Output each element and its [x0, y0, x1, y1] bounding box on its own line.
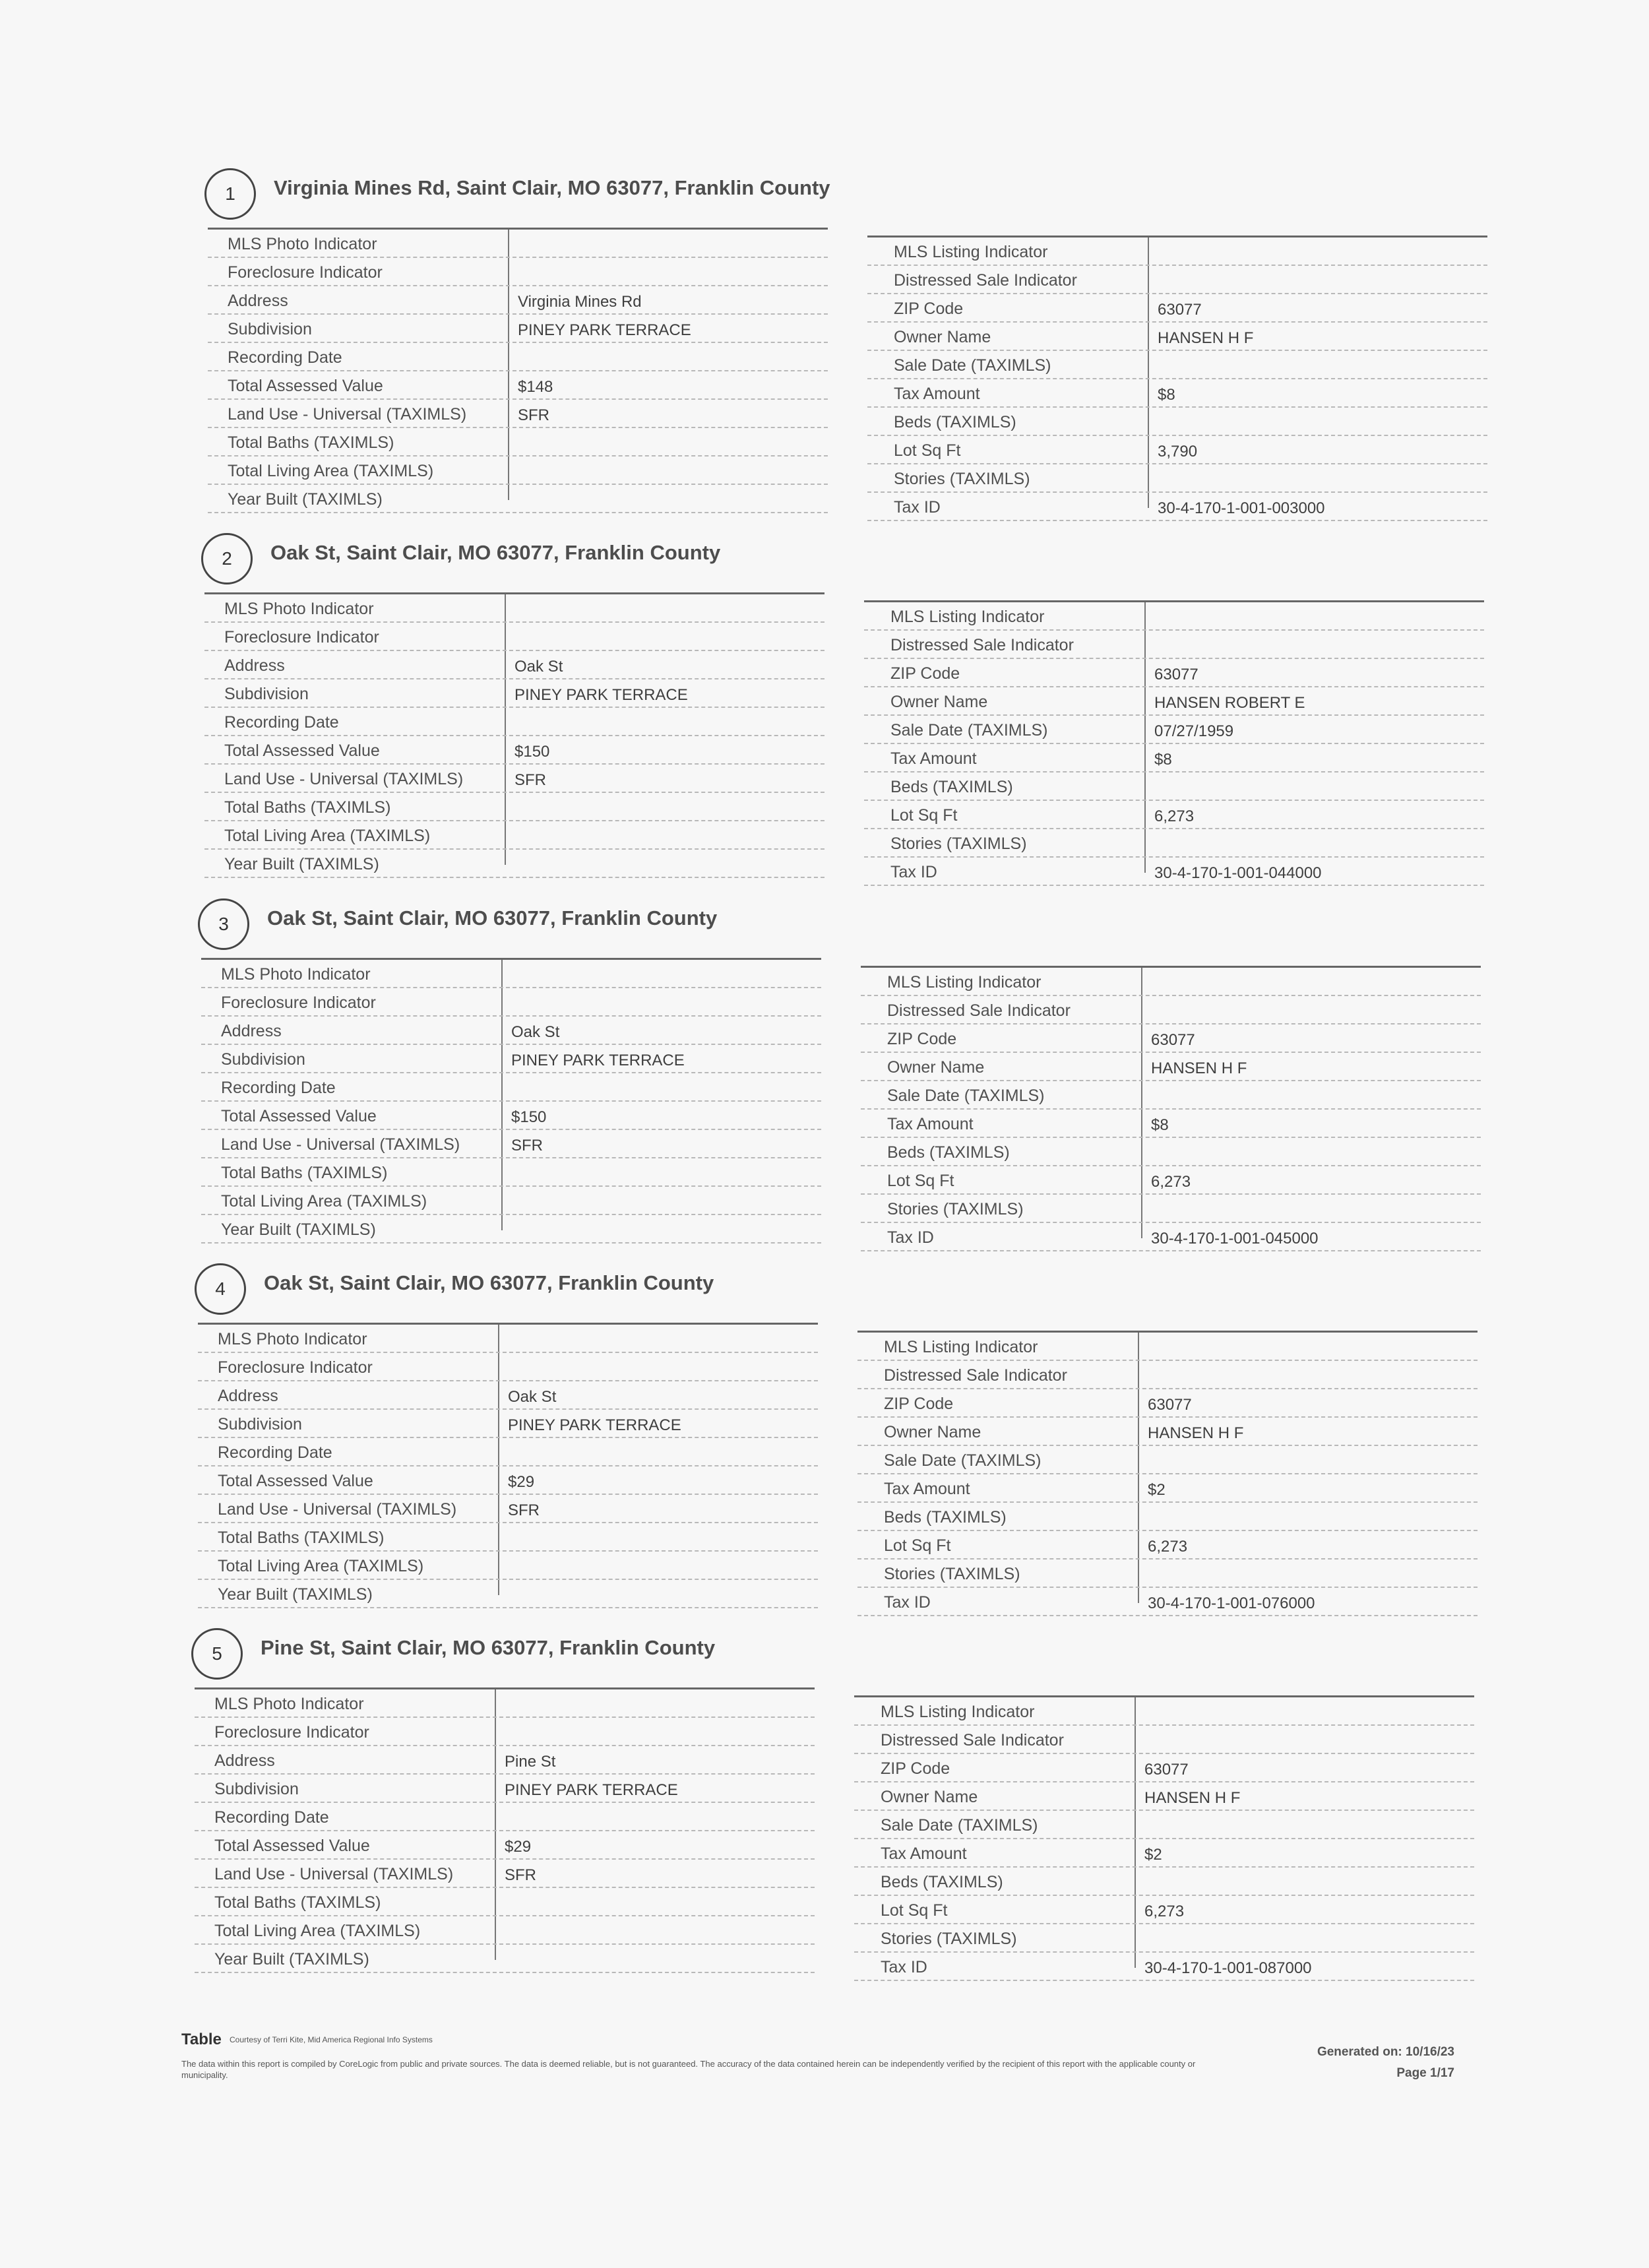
property-table-left: [198, 1323, 818, 1608]
table-row: [867, 464, 1487, 493]
field-value: 3,790: [1158, 443, 1198, 460]
table-row: [208, 230, 828, 258]
table-row: [198, 1438, 818, 1466]
table-row: [864, 801, 1484, 829]
field-value: $2: [1144, 1846, 1162, 1864]
table-row: [195, 1916, 815, 1945]
field-value: HANSEN H F: [1144, 1789, 1241, 1807]
table-row: [854, 1953, 1474, 1981]
field-label: MLS Listing Indicator: [881, 1703, 1035, 1721]
field-label: Recording Date: [228, 348, 342, 367]
field-value: PINEY PARK TERRACE: [518, 321, 691, 339]
field-label: Recording Date: [218, 1443, 332, 1462]
field-label: Subdivision: [221, 1050, 305, 1069]
property-table-right: [867, 236, 1487, 521]
field-label: Foreclosure Indicator: [224, 628, 379, 646]
table-row: [854, 1811, 1474, 1839]
table-row: [208, 371, 828, 400]
table-row: [861, 1024, 1481, 1053]
field-label: Stories (TAXIMLS): [881, 1930, 1017, 1948]
field-label: Beds (TAXIMLS): [887, 1143, 1010, 1162]
field-label: Address: [218, 1387, 278, 1405]
field-value: SFR: [514, 771, 546, 789]
record-header: [185, 898, 1464, 950]
field-label: Land Use - Universal (TAXIMLS): [218, 1500, 457, 1519]
field-label: Address: [224, 656, 285, 675]
field-label: Total Assessed Value: [218, 1472, 373, 1490]
field-label: Distressed Sale Indicator: [887, 1001, 1071, 1020]
field-label: Year Built (TAXIMLS): [221, 1220, 376, 1239]
field-label: Subdivision: [228, 320, 312, 338]
property-table-left: [195, 1687, 815, 1973]
table-row: [208, 286, 828, 315]
table-row: [861, 1081, 1481, 1110]
field-label: MLS Listing Indicator: [894, 243, 1048, 261]
field-label: Sale Date (TAXIMLS): [890, 721, 1048, 740]
field-label: Recording Date: [221, 1079, 336, 1097]
table-row: [861, 1110, 1481, 1138]
record-title: Oak St, Saint Clair, MO 63077, Franklin County: [264, 1271, 714, 1294]
field-label: Total Living Area (TAXIMLS): [218, 1557, 424, 1575]
table-row: [201, 1187, 821, 1215]
field-value: PINEY PARK TERRACE: [505, 1781, 678, 1799]
table-row: [208, 485, 828, 513]
field-value: HANSEN H F: [1148, 1424, 1244, 1442]
field-value: 30-4-170-1-001-076000: [1148, 1594, 1315, 1612]
table-row: [208, 400, 828, 428]
field-label: Tax ID: [887, 1228, 934, 1247]
field-label: Tax Amount: [890, 749, 977, 768]
field-label: Recording Date: [224, 713, 339, 732]
table-row: [195, 1888, 815, 1916]
field-label: Land Use - Universal (TAXIMLS): [228, 405, 467, 424]
field-label: Tax Amount: [881, 1844, 967, 1863]
field-value: $150: [514, 743, 550, 761]
table-row: [861, 996, 1481, 1024]
table-row: [854, 1868, 1474, 1896]
table-row: [864, 602, 1484, 631]
table-row: [857, 1503, 1478, 1531]
field-label: Recording Date: [214, 1808, 329, 1827]
field-value: PINEY PARK TERRACE: [508, 1416, 681, 1434]
table-row: [204, 594, 824, 623]
field-label: Subdivision: [214, 1780, 299, 1798]
field-label: Foreclosure Indicator: [214, 1723, 369, 1742]
field-label: Total Living Area (TAXIMLS): [221, 1192, 427, 1211]
field-value: 63077: [1151, 1031, 1195, 1049]
table-row: [857, 1389, 1478, 1418]
field-label: Stories (TAXIMLS): [890, 835, 1027, 853]
record-number-badge: 2: [201, 533, 253, 584]
field-label: MLS Photo Indicator: [224, 600, 374, 618]
field-value: 30-4-170-1-001-003000: [1158, 499, 1325, 517]
field-label: ZIP Code: [890, 664, 960, 683]
table-row: [195, 1945, 815, 1973]
field-value: 63077: [1144, 1761, 1189, 1779]
table-row: [208, 315, 828, 343]
field-value: 30-4-170-1-001-044000: [1154, 864, 1322, 882]
property-table-right: [864, 600, 1484, 886]
record-header: [181, 1263, 1461, 1315]
table-row: [867, 323, 1487, 351]
record-title: Oak St, Saint Clair, MO 63077, Franklin County: [267, 906, 718, 929]
field-label: Total Living Area (TAXIMLS): [228, 462, 434, 480]
field-label: Owner Name: [890, 693, 988, 711]
property-table-left: [204, 592, 824, 878]
field-label: Owner Name: [884, 1423, 981, 1441]
table-row: [864, 631, 1484, 659]
table-row: [201, 1215, 821, 1244]
field-label: MLS Photo Indicator: [221, 965, 371, 984]
table-row: [201, 1158, 821, 1187]
table-row: [201, 1045, 821, 1073]
field-label: ZIP Code: [894, 299, 964, 318]
table-row: [864, 659, 1484, 687]
record-header: [188, 533, 1468, 584]
table-row: [861, 968, 1481, 996]
field-label: ZIP Code: [884, 1395, 954, 1413]
field-label: Tax Amount: [887, 1115, 974, 1133]
field-value: PINEY PARK TERRACE: [514, 686, 688, 704]
field-value: HANSEN H F: [1158, 329, 1254, 347]
field-label: Total Assessed Value: [228, 377, 383, 395]
field-label: Land Use - Universal (TAXIMLS): [221, 1135, 460, 1154]
field-label: Tax ID: [884, 1593, 931, 1612]
field-label: Lot Sq Ft: [887, 1172, 954, 1190]
field-label: Foreclosure Indicator: [218, 1358, 373, 1377]
table-row: [867, 379, 1487, 408]
table-row: [204, 736, 824, 765]
table-row: [204, 623, 824, 651]
field-label: Total Baths (TAXIMLS): [228, 433, 394, 452]
record-title: Pine St, Saint Clair, MO 63077, Franklin County: [261, 1636, 716, 1659]
table-row: [208, 343, 828, 371]
record-header: [191, 168, 1471, 220]
field-value: HANSEN ROBERT E: [1154, 694, 1305, 712]
field-value: $29: [508, 1473, 535, 1491]
field-value: $150: [511, 1108, 547, 1126]
record-number-badge: 3: [198, 898, 249, 950]
field-label: Year Built (TAXIMLS): [228, 490, 383, 509]
field-label: Owner Name: [894, 328, 991, 346]
field-label: Lot Sq Ft: [884, 1536, 951, 1555]
field-value: 30-4-170-1-001-045000: [1151, 1230, 1319, 1247]
table-row: [861, 1223, 1481, 1251]
table-row: [204, 765, 824, 793]
table-row: [857, 1418, 1478, 1446]
table-row: [198, 1353, 818, 1381]
field-value: Oak St: [514, 658, 563, 676]
property-record: [181, 1263, 1461, 1612]
table-row: [208, 457, 828, 485]
property-table-right: [857, 1331, 1478, 1616]
table-row: [857, 1361, 1478, 1389]
field-value: Pine St: [505, 1753, 556, 1771]
field-label: Subdivision: [224, 685, 309, 703]
field-label: Address: [228, 292, 288, 310]
field-label: Stories (TAXIMLS): [884, 1565, 1020, 1583]
field-label: Total Assessed Value: [224, 741, 380, 760]
field-label: Total Baths (TAXIMLS): [221, 1164, 388, 1182]
field-label: MLS Photo Indicator: [218, 1330, 367, 1348]
table-row: [195, 1860, 815, 1888]
field-label: Distressed Sale Indicator: [884, 1366, 1067, 1385]
table-row: [208, 428, 828, 457]
table-row: [867, 294, 1487, 323]
table-row: [195, 1775, 815, 1803]
table-row: [854, 1754, 1474, 1782]
table-row: [867, 408, 1487, 436]
table-row: [201, 988, 821, 1017]
field-value: SFR: [508, 1501, 540, 1519]
field-label: Total Living Area (TAXIMLS): [224, 827, 431, 845]
table-row: [857, 1474, 1478, 1503]
table-row: [198, 1552, 818, 1580]
generated-date: Generated on: 10/16/23: [1317, 2045, 1454, 2059]
table-row: [195, 1831, 815, 1860]
field-value: 6,273: [1154, 807, 1195, 825]
field-label: Lot Sq Ft: [894, 441, 961, 460]
table-row: [864, 716, 1484, 744]
field-label: Subdivision: [218, 1415, 302, 1433]
field-value: PINEY PARK TERRACE: [511, 1052, 685, 1069]
field-value: $8: [1151, 1116, 1169, 1134]
field-label: Total Baths (TAXIMLS): [218, 1528, 385, 1547]
table-row: [198, 1466, 818, 1495]
field-value: SFR: [505, 1866, 536, 1884]
field-value: $29: [505, 1838, 532, 1856]
table-row: [198, 1410, 818, 1438]
table-row: [201, 1017, 821, 1045]
table-row: [861, 1138, 1481, 1166]
table-row: [854, 1924, 1474, 1953]
record-number-badge: 5: [191, 1628, 243, 1680]
table-row: [204, 708, 824, 736]
field-label: Beds (TAXIMLS): [881, 1873, 1003, 1891]
field-label: Total Living Area (TAXIMLS): [214, 1922, 421, 1940]
table-row: [857, 1531, 1478, 1559]
record-header: [178, 1628, 1458, 1680]
table-row: [854, 1782, 1474, 1811]
field-label: Total Baths (TAXIMLS): [224, 798, 391, 817]
field-label: MLS Listing Indicator: [887, 973, 1042, 992]
field-value: 63077: [1148, 1396, 1192, 1414]
field-label: Tax ID: [894, 498, 941, 517]
field-label: Total Assessed Value: [221, 1107, 377, 1125]
table-row: [201, 1130, 821, 1158]
table-row: [861, 1166, 1481, 1195]
table-row: [857, 1559, 1478, 1588]
table-row: [864, 687, 1484, 716]
field-label: Distressed Sale Indicator: [890, 636, 1074, 654]
table-row: [864, 858, 1484, 886]
table-row: [198, 1495, 818, 1523]
table-row: [864, 829, 1484, 858]
table-row: [195, 1689, 815, 1718]
table-row: [195, 1718, 815, 1746]
field-value: $8: [1154, 751, 1172, 769]
field-label: MLS Photo Indicator: [214, 1695, 364, 1713]
table-row: [867, 266, 1487, 294]
field-label: MLS Listing Indicator: [890, 608, 1045, 626]
table-row: [867, 351, 1487, 379]
property-table-left: [208, 228, 828, 513]
field-label: Land Use - Universal (TAXIMLS): [214, 1865, 454, 1883]
table-row: [854, 1726, 1474, 1754]
field-label: MLS Listing Indicator: [884, 1338, 1038, 1356]
field-label: Lot Sq Ft: [890, 806, 958, 825]
table-row: [864, 772, 1484, 801]
field-label: Stories (TAXIMLS): [887, 1200, 1024, 1218]
table-row: [201, 1102, 821, 1130]
table-row: [864, 744, 1484, 772]
field-label: Beds (TAXIMLS): [884, 1508, 1007, 1527]
field-value: 07/27/1959: [1154, 722, 1234, 740]
field-label: Tax Amount: [884, 1480, 970, 1498]
field-label: Lot Sq Ft: [881, 1901, 948, 1920]
field-label: Beds (TAXIMLS): [894, 413, 1016, 431]
field-value: 6,273: [1148, 1538, 1188, 1556]
property-record: [188, 533, 1468, 882]
table-row: [198, 1580, 818, 1608]
field-label: Sale Date (TAXIMLS): [884, 1451, 1042, 1470]
property-record: [178, 1628, 1458, 1977]
table-row: [854, 1839, 1474, 1868]
table-row: [198, 1523, 818, 1552]
table-row: [204, 651, 824, 679]
table-row: [201, 1073, 821, 1102]
field-label: Year Built (TAXIMLS): [218, 1585, 373, 1604]
table-row: [854, 1896, 1474, 1924]
property-table-right: [854, 1695, 1474, 1981]
footer-title: Table: [181, 2031, 222, 2048]
record-number-badge: 1: [204, 168, 256, 220]
property-record: [185, 898, 1464, 1247]
field-label: Distressed Sale Indicator: [881, 1731, 1064, 1749]
field-label: Sale Date (TAXIMLS): [881, 1816, 1038, 1835]
field-value: $8: [1158, 386, 1175, 404]
table-row: [204, 679, 824, 708]
field-value: $2: [1148, 1481, 1166, 1499]
field-value: $148: [518, 378, 553, 396]
field-label: Owner Name: [881, 1788, 978, 1806]
table-row: [867, 436, 1487, 464]
table-row: [861, 1053, 1481, 1081]
table-row: [857, 1333, 1478, 1361]
table-row: [854, 1697, 1474, 1726]
record-title: Oak St, Saint Clair, MO 63077, Franklin County: [270, 541, 721, 564]
field-label: Year Built (TAXIMLS): [214, 1950, 369, 1969]
field-label: Address: [214, 1751, 275, 1770]
table-row: [198, 1325, 818, 1353]
record-title: Virginia Mines Rd, Saint Clair, MO 63077, Franklin County: [274, 176, 830, 199]
field-value: Oak St: [511, 1023, 560, 1041]
footer-disclaimer: The data within this report is compiled by CoreLogic from public and private sources. The data is deemed reliable, but is not guaranteed. The accuracy of the data contained herein can be independently verified by the recipient of this report with the applicable county or municipality.: [181, 2059, 1196, 2080]
field-value: HANSEN H F: [1151, 1059, 1247, 1077]
field-value: SFR: [518, 406, 549, 424]
table-row: [867, 237, 1487, 266]
field-label: Total Baths (TAXIMLS): [214, 1893, 381, 1912]
field-label: Stories (TAXIMLS): [894, 470, 1030, 488]
table-row: [198, 1381, 818, 1410]
field-label: Beds (TAXIMLS): [890, 778, 1013, 796]
field-value: Virginia Mines Rd: [518, 293, 642, 311]
field-label: Foreclosure Indicator: [228, 263, 383, 282]
field-label: Sale Date (TAXIMLS): [887, 1087, 1045, 1105]
table-row: [208, 258, 828, 286]
property-record: [191, 168, 1471, 517]
page-number: Page 1/17: [1396, 2066, 1454, 2080]
table-row: [204, 850, 824, 878]
record-number-badge: 4: [195, 1263, 246, 1315]
table-row: [195, 1746, 815, 1775]
footer-courtesy: Courtesy of Terri Kite, Mid America Regional Info Systems: [230, 2035, 433, 2044]
table-row: [857, 1588, 1478, 1616]
field-value: 30-4-170-1-001-087000: [1144, 1959, 1312, 1977]
field-label: Address: [221, 1022, 282, 1040]
field-label: Owner Name: [887, 1058, 985, 1077]
field-value: SFR: [511, 1137, 543, 1154]
field-label: Tax ID: [890, 863, 937, 881]
table-row: [204, 793, 824, 821]
field-value: 6,273: [1144, 1903, 1185, 1920]
field-label: Tax ID: [881, 1958, 927, 1976]
field-label: ZIP Code: [887, 1030, 957, 1048]
field-label: Year Built (TAXIMLS): [224, 855, 379, 873]
field-label: Tax Amount: [894, 385, 980, 403]
table-row: [204, 821, 824, 850]
property-table-left: [201, 958, 821, 1244]
field-value: Oak St: [508, 1388, 557, 1406]
field-label: Land Use - Universal (TAXIMLS): [224, 770, 464, 788]
table-row: [857, 1446, 1478, 1474]
field-value: 63077: [1154, 666, 1198, 683]
field-label: Foreclosure Indicator: [221, 993, 376, 1012]
field-value: 63077: [1158, 301, 1202, 319]
field-label: MLS Photo Indicator: [228, 235, 377, 253]
table-row: [867, 493, 1487, 521]
field-value: 6,273: [1151, 1173, 1191, 1191]
field-label: ZIP Code: [881, 1759, 950, 1778]
field-label: Sale Date (TAXIMLS): [894, 356, 1051, 375]
table-row: [201, 960, 821, 988]
property-table-right: [861, 966, 1481, 1251]
table-row: [195, 1803, 815, 1831]
table-row: [861, 1195, 1481, 1223]
field-label: Distressed Sale Indicator: [894, 271, 1077, 290]
field-label: Total Assessed Value: [214, 1837, 370, 1855]
